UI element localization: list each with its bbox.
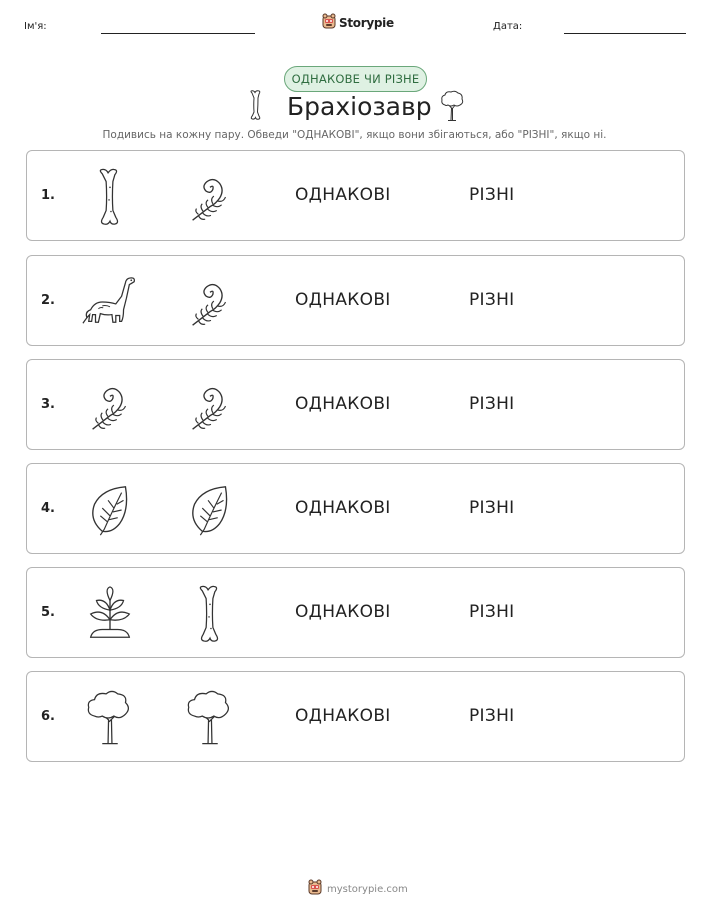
tree-icon — [440, 90, 464, 126]
storypie-logo-icon — [308, 879, 322, 899]
worksheet-type-badge: ОДНАКОВЕ ЧИ РІЗНЕ — [284, 66, 427, 92]
question-row-6 — [26, 671, 685, 762]
brand-logo — [322, 13, 394, 33]
fern-icon — [179, 166, 241, 228]
row-number: 1. — [41, 188, 55, 203]
date-label: Дата: — [493, 21, 523, 32]
bone-icon — [179, 583, 241, 645]
bone-icon — [79, 166, 141, 228]
same-option[interactable]: ОДНАКОВІ — [295, 498, 391, 518]
question-row-1 — [26, 150, 685, 241]
brand-name: Storypie — [339, 16, 394, 30]
date-line[interactable] — [564, 33, 686, 34]
fern-icon — [179, 375, 241, 437]
page-title: Брахіозавр — [287, 92, 432, 121]
bone-icon — [248, 90, 264, 124]
footer-site-link[interactable]: mystorypie.com — [327, 883, 408, 895]
same-option[interactable]: ОДНАКОВІ — [295, 394, 391, 414]
leaf-icon — [79, 479, 141, 541]
question-row-3 — [26, 359, 685, 450]
row-number: 2. — [41, 293, 55, 308]
different-option[interactable]: РІЗНІ — [469, 394, 515, 414]
same-option[interactable]: ОДНАКОВІ — [295, 290, 391, 310]
same-option[interactable]: ОДНАКОВІ — [295, 185, 391, 205]
different-option[interactable]: РІЗНІ — [469, 290, 515, 310]
storypie-logo-icon — [322, 13, 336, 33]
question-row-5 — [26, 567, 685, 658]
leaf-icon — [179, 479, 241, 541]
same-option[interactable]: ОДНАКОВІ — [295, 602, 391, 622]
different-option[interactable]: РІЗНІ — [469, 602, 515, 622]
question-row-2 — [26, 255, 685, 346]
row-number: 5. — [41, 605, 55, 620]
name-label: Ім'я: — [24, 21, 47, 32]
name-line[interactable] — [101, 33, 255, 34]
different-option[interactable]: РІЗНІ — [469, 498, 515, 518]
tree-icon — [79, 687, 141, 749]
brachiosaurus-icon — [79, 271, 141, 333]
instructions: Подивись на кожну пару. Обведи "ОДНАКОВІ", якщо вони збігаються, або "РІЗНІ", якщо ні. — [102, 129, 607, 141]
different-option[interactable]: РІЗНІ — [469, 185, 515, 205]
fern-icon — [79, 375, 141, 437]
row-number: 6. — [41, 709, 55, 724]
row-number: 4. — [41, 501, 55, 516]
same-option[interactable]: ОДНАКОВІ — [295, 706, 391, 726]
row-number: 3. — [41, 397, 55, 412]
question-row-4 — [26, 463, 685, 554]
plant-icon — [79, 583, 141, 645]
different-option[interactable]: РІЗНІ — [469, 706, 515, 726]
tree-icon — [179, 687, 241, 749]
footer — [308, 879, 408, 899]
fern-icon — [179, 271, 241, 333]
